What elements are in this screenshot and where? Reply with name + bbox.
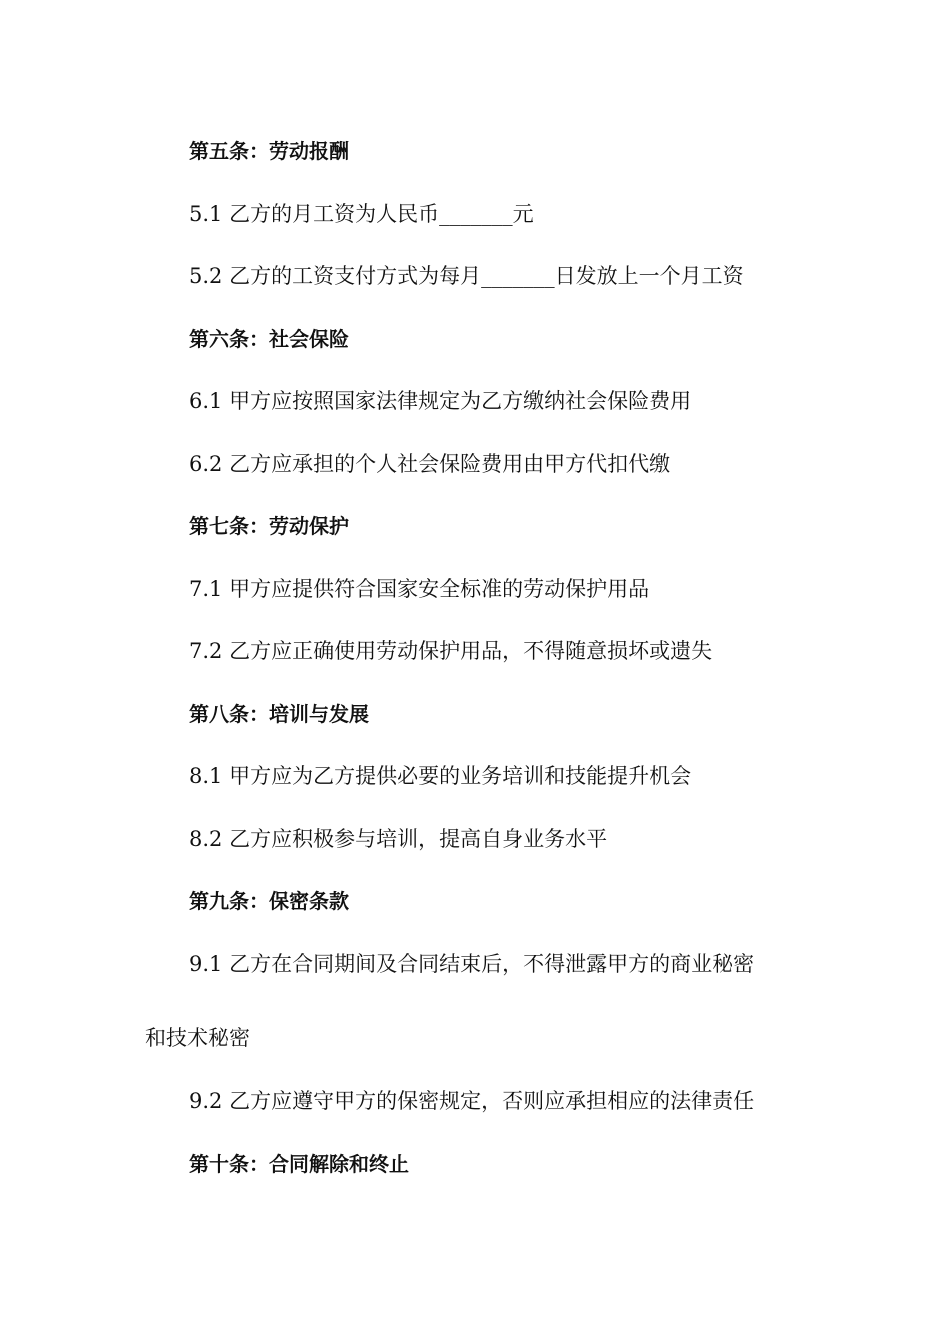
section-heading-8: 第八条：培训与发展: [189, 702, 369, 726]
clause-5-1: 5.1 乙方的月工资为人民币_______元: [189, 202, 534, 226]
clause-6-2: 6.2 乙方应承担的个人社会保险费用由甲方代扣代缴: [189, 452, 671, 476]
clause-5-2: 5.2 乙方的工资支付方式为每月_______日发放上一个月工资: [189, 264, 744, 288]
section-heading-9: 第九条：保密条款: [189, 889, 349, 913]
clause-6-1: 6.1 甲方应按照国家法律规定为乙方缴纳社会保险费用: [189, 389, 692, 413]
section-heading-10: 第十条：合同解除和终止: [189, 1152, 409, 1176]
section-heading-5: 第五条：劳动报酬: [189, 139, 349, 163]
section-heading-6: 第六条：社会保险: [189, 327, 349, 351]
clause-7-1: 7.1 甲方应提供符合国家安全标准的劳动保护用品: [189, 577, 650, 601]
clause-9-1-continuation: 和技术秘密: [145, 1026, 250, 1050]
clause-7-2: 7.2 乙方应正确使用劳动保护用品，不得随意损坏或遗失: [189, 639, 713, 663]
clause-9-1: 9.1 乙方在合同期间及合同结束后，不得泄露甲方的商业秘密: [189, 952, 755, 976]
clause-8-1: 8.1 甲方应为乙方提供必要的业务培训和技能提升机会: [189, 764, 692, 788]
clause-8-2: 8.2 乙方应积极参与培训，提高自身业务水平: [189, 827, 608, 851]
section-heading-7: 第七条：劳动保护: [189, 514, 349, 538]
clause-9-2: 9.2 乙方应遵守甲方的保密规定，否则应承担相应的法律责任: [189, 1089, 755, 1113]
